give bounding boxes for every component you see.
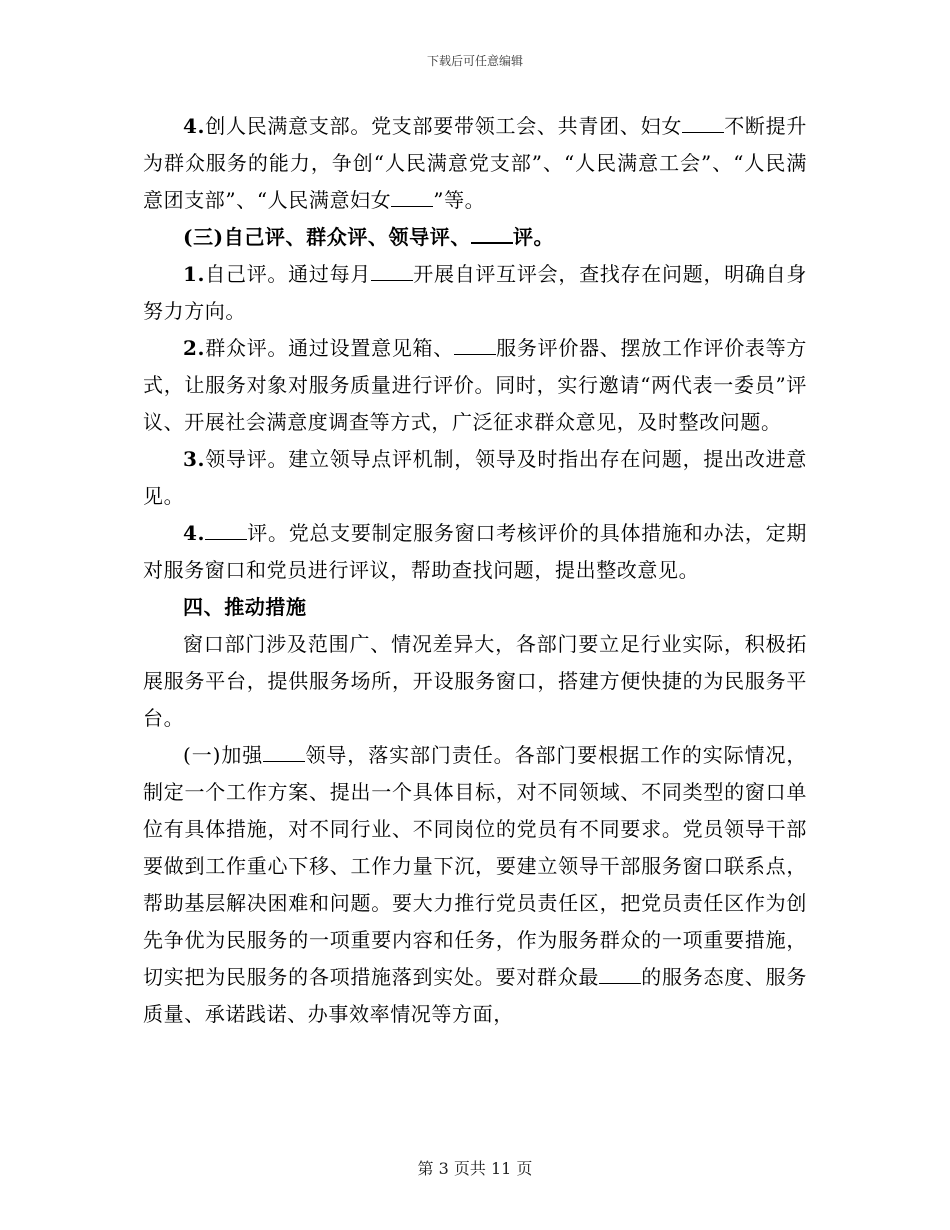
item-number: 4. (183, 114, 206, 138)
paragraph-self-review: 1.自己评。通过每月 开展自评互评会，查找存在问题，明确自身努力方向。 (143, 262, 807, 323)
paragraph-item-4-satisfied-branch: 4.创人民满意支部。党支部要带领工会、共青团、妇女 不断提升为群众服务的能力，争创“人民满意党支部”、“人民满意工会”、“人民满意团支部”、“人民满意妇女 ”等。 (143, 114, 807, 212)
section-heading-4: 四、推动措施 (183, 595, 307, 619)
item-number: 3. (183, 447, 206, 471)
paragraph-blank-review: 4. 评。党总支要制定服务窗口考核评价的具体措施和办法，定期对服务窗口和党员进行评议，帮助查找问题，提出整改意见。 (143, 521, 807, 582)
fill-blank (371, 260, 413, 281)
item-number: 1. (183, 262, 206, 286)
paragraph-leader-review: 3.领导评。建立领导点评机制，领导及时指出存在问题，提出改进意见。 (143, 447, 807, 508)
section-heading-3: (三)自己评、群众评、领导评、 评。 (143, 219, 807, 256)
fill-blank (454, 334, 496, 355)
page-number-footer: 第 3 页共 11 页 (417, 1159, 533, 1178)
fill-blank (471, 222, 513, 244)
paragraph-public-review: 2.群众评。通过设置意见箱、 服务评价器、摆放工作评价表等方式，让服务对象对服务质量进行评价。同时，实行邀请“两代表一委员”评议、开展社会满意度调查等方式，广泛征求群众意见，及时整改问题。 (143, 336, 807, 434)
document-body (143, 108, 807, 1033)
fill-blank (263, 741, 305, 762)
fill-blank (391, 186, 433, 207)
fill-blank (599, 963, 641, 984)
paragraph-window-departments: 窗口部门涉及范围广、情况差异大，各部门要立足行业实际，积极拓展服务平台，提供服务场所，开设服务窗口，搭建方便快捷的为民服务平台。 (143, 632, 807, 730)
item-number: 4. (183, 521, 206, 545)
paragraph-strengthen-leadership: (一)加强 领导，落实部门责任。各部门要根据工作的实际情况，制定一个工作方案、提出一个具体目标，对不同领域、不同类型的窗口单位有具体措施，对不同行业、不同岗位的党员有不同要求。党员领导干部要做到工作重心下移、工作力量下沉，要建立领导干部服务窗口联系点，帮助基层解决困难和问题。要大力推行党员责任区，把党员责任区作为创先争优为民服务的一项重要内容和任务，作为服务群众的一项重要措施，切实把为民服务的各项措施落到实处。要对群众最 的服务态度、服务质量、承诺践诺、办事效率情况等方面， (143, 743, 807, 1026)
fill-blank (682, 112, 724, 133)
item-number: 2. (183, 336, 206, 360)
fill-blank (205, 519, 247, 540)
page-header-note: 下载后可任意编辑 (426, 54, 523, 68)
